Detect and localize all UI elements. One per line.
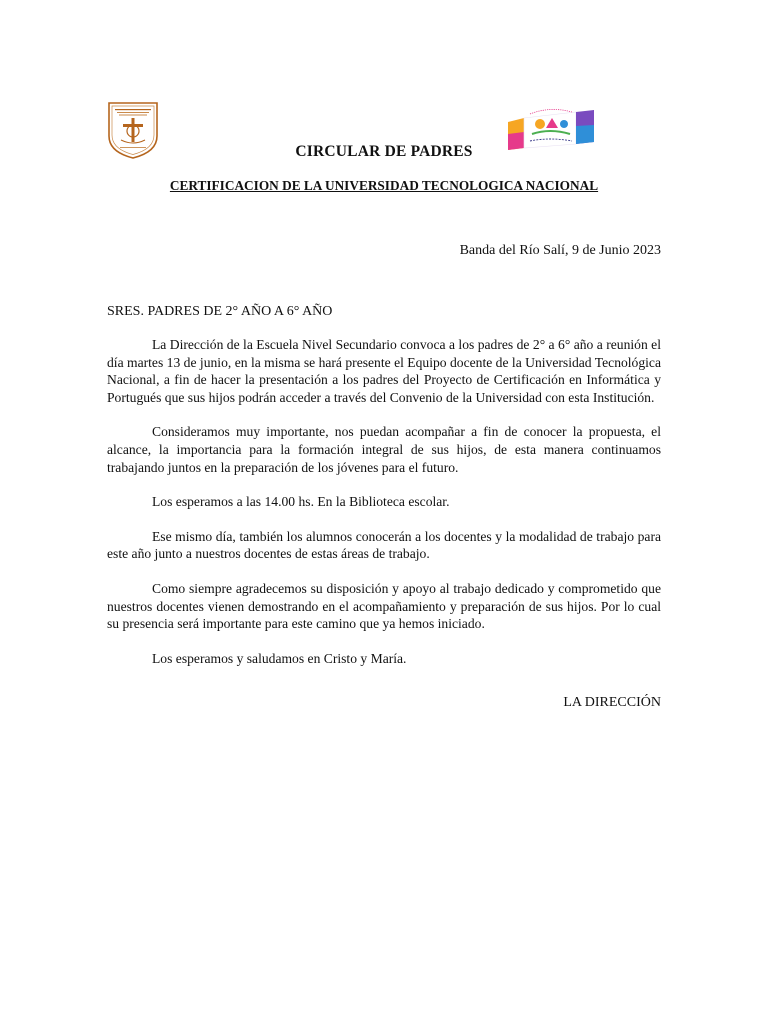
paragraph: Los esperamos y saludamos en Cristo y María. bbox=[152, 650, 407, 666]
document-subtitle: CERTIFICACION DE LA UNIVERSIDAD TECNOLOGICA NACIONAL bbox=[169, 178, 599, 193]
signature: LA DIRECCIÓN bbox=[563, 695, 661, 710]
paragraph: Consideramos muy importante, nos puedan acompañar a fin de conocer la propuesta, el alcance, la importancia para la formación integral de sus hijos, de esta manera continuamos trabajando juntos en la preparación de los jóvenes para el futuro. bbox=[107, 424, 661, 475]
paragraph: Ese mismo día, también los alumnos conocerán a los docentes y la modalidad de trabajo para este año junto a nuestros docentes de estas áreas de trabajo. bbox=[107, 528, 661, 562]
paragraph: La Dirección de la Escuela Nivel Secundario convoca a los padres de 2° a 6° año a reunión el día martes 13 de junio, en la misma se hará presente el Equipo docente de la Universidad Tecnológica Nacional, a fin de hacer la presentación a los padres del Proyecto de Certificación en Informática y Portugués que sus hijos podrán acceder a través del Convenio de la Universidad con esta Institución. bbox=[107, 337, 661, 405]
paragraph: Los esperamos a las 14.00 hs. En la Biblioteca escolar. bbox=[152, 494, 450, 510]
document-title: CIRCULAR DE PADRES bbox=[295, 143, 473, 160]
date-line: Banda del Río Salí, 9 de Junio 2023 bbox=[459, 243, 661, 258]
letter-body bbox=[107, 336, 661, 667]
paragraph: Como siempre agradecemos su disposición y apoyo al trabajo dedicado y comprometido que nuestros docentes vienen demostrando en el acompañamiento y preparación de sus hijos. Por lo cual su presencia será importante para este camino que ya hemos iniciado. bbox=[107, 580, 661, 632]
addressee: SRES. PADRES DE 2° AÑO A 6° AÑO bbox=[107, 304, 333, 319]
